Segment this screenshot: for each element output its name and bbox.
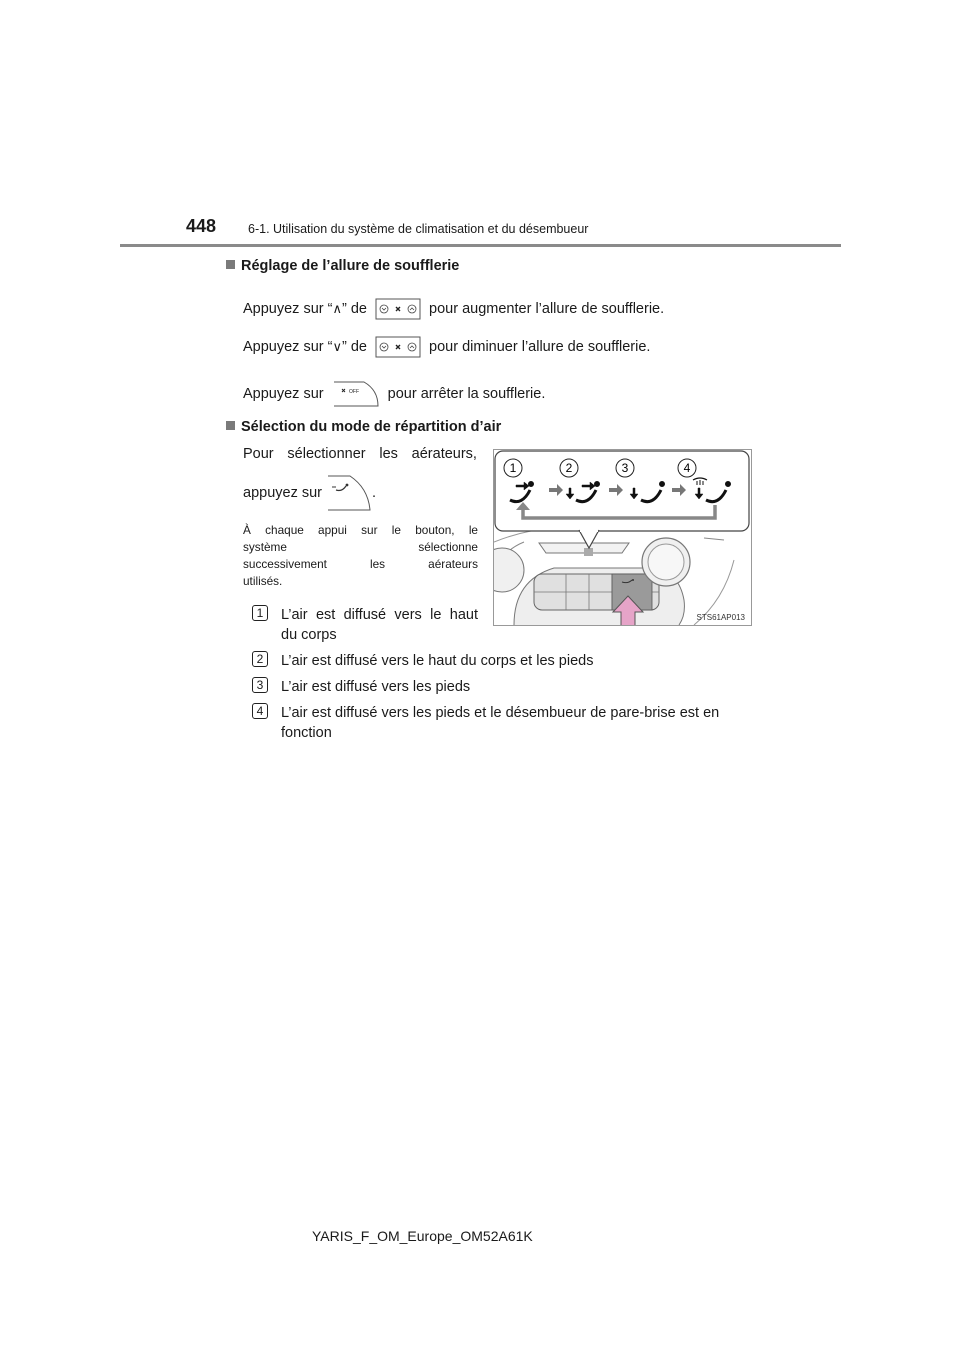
air-mode-intro: Pour sélectionner les aérateurs, appuyez sur . <box>243 446 477 512</box>
bullet-square-icon <box>226 421 235 430</box>
fan-off-button-icon <box>332 380 380 408</box>
header-divider <box>120 244 841 247</box>
air-mode-figure <box>493 449 752 626</box>
fan-increase-paragraph: Appuyez sur “∧” de pour augmenter l’allure de soufflerie. <box>243 298 664 320</box>
item-number-badge: 1 <box>252 605 268 621</box>
fan-off-paragraph: Appuyez sur OFF pour arrêter la soufflerie. <box>243 380 545 408</box>
fan-speed-heading: Réglage de l’allure de soufflerie <box>226 258 459 274</box>
fan-speed-button-icon <box>375 336 421 358</box>
document-id: YARIS_F_OM_Europe_OM52A61K <box>312 1228 533 1244</box>
section-title: 6-1. Utilisation du système de climatisation et du désembueur <box>248 222 589 236</box>
item-number-badge: 4 <box>252 703 268 719</box>
svg-text:2: 2 <box>565 461 573 475</box>
figure-code: STS61AP013 <box>696 613 745 622</box>
svg-text:3: 3 <box>621 461 629 475</box>
svg-text:1: 1 <box>509 461 517 475</box>
climate-panel-illustration <box>494 450 751 625</box>
page-number: 448 <box>186 216 217 236</box>
item-number-badge: 3 <box>252 677 268 693</box>
air-mode-heading: Sélection du mode de répartition d’air <box>226 419 501 435</box>
bullet-square-icon <box>226 260 235 269</box>
fan-decrease-paragraph: Appuyez sur “∨” de pour diminuer l’allure de soufflerie. <box>243 336 650 358</box>
air-mode-note: À chaque appui sur le bouton, le système sélectionne successivement les aérateurs utilisés. <box>243 523 478 588</box>
svg-text:4: 4 <box>683 461 691 475</box>
fan-speed-button-icon <box>375 298 421 320</box>
svg-text:OFF: OFF <box>348 389 359 395</box>
air-outlet-button-icon <box>326 474 372 512</box>
item-number-badge: 2 <box>252 651 268 667</box>
